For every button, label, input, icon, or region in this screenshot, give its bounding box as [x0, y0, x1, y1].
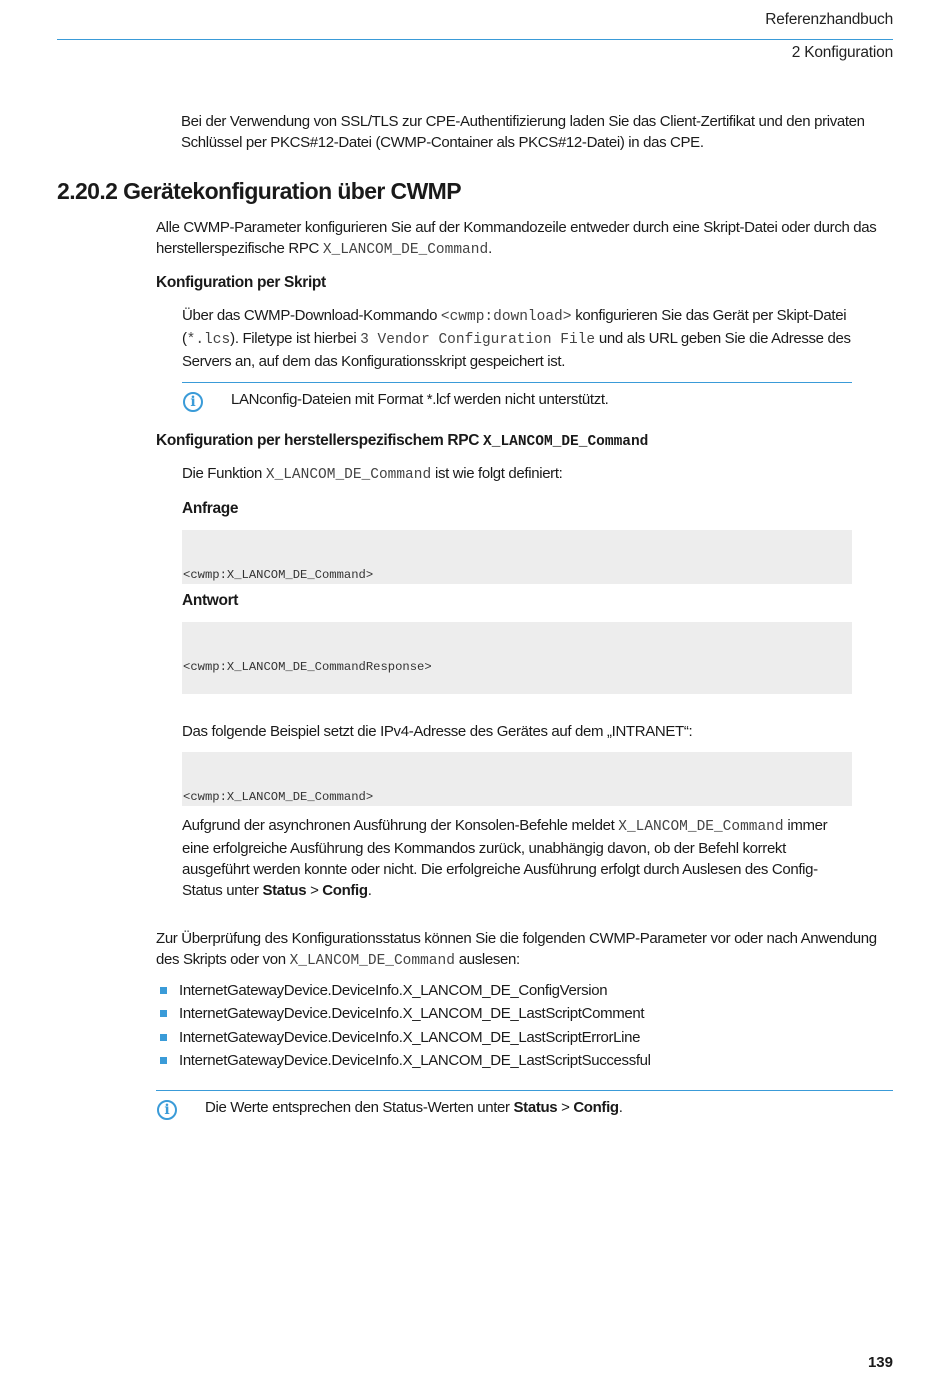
list-item: [156, 1026, 896, 1049]
running-header-title: Referenzhandbuch: [765, 11, 893, 28]
example-code-block: [182, 752, 852, 806]
list-item-text: InternetGatewayDevice.DeviceInfo.X_LANCOM_DE_ConfigVersion: [179, 982, 608, 999]
script-text-2: konfigurieren Sie das Gerät per Skipt-Datei (: [182, 307, 847, 347]
note-text: Die Werte entsprechen den Status-Werten unter: [205, 1099, 514, 1116]
section-intro: [156, 217, 881, 261]
script-code-lcs: *.lcs: [186, 332, 231, 348]
script-text-3: ). Filetype ist hierbei: [230, 330, 361, 347]
async-end: .: [367, 882, 372, 899]
code-line: <cwmp:X_LANCOM_DE_CommandResponse>: [183, 660, 432, 674]
script-heading: Konfiguration per Skript: [156, 274, 326, 291]
rpc-definition-text: Die Funktion: [182, 465, 266, 482]
check-text: Zur Überprüfung des Konfigurationsstatus können Sie die folgenden CWMP-Parameter vor oder nach Anwendung des Skripts oder von: [156, 930, 877, 968]
async-text-1: Aufgrund der asynchronen Ausführung der Konsolen-Befehle meldet: [182, 817, 619, 834]
note-status-values: [205, 1097, 885, 1118]
bullet-icon: [160, 1034, 167, 1041]
bullet-icon: [160, 1010, 167, 1017]
rpc-heading: [156, 432, 648, 450]
response-code-block: [182, 622, 852, 694]
list-item: [156, 1049, 896, 1072]
response-heading: Antwort: [182, 592, 239, 609]
bullet-icon: [160, 1057, 167, 1064]
check-paragraph: [156, 928, 896, 972]
code-line: <cwmp:X_LANCOM_DE_Command>: [183, 790, 374, 804]
list-item-text: InternetGatewayDevice.DeviceInfo.X_LANCOM_DE_LastScriptErrorLine: [179, 1028, 641, 1046]
example-intro: Das folgende Beispiel setzt die IPv4-Adresse des Gerätes auf dem „INTRANET“:: [182, 723, 693, 740]
async-paragraph: [182, 815, 854, 901]
note-rule: [156, 1090, 893, 1091]
info-icon: i: [157, 1100, 177, 1120]
menu-path-separator: >: [306, 882, 323, 899]
note-rule: [182, 382, 852, 383]
script-code-filetype: 3 Vendor Configuration File: [360, 332, 596, 348]
section-title: 2.20.2 Gerätekonfiguration über CWMP: [57, 178, 461, 204]
async-text-2: immer eine erfolgreiche Ausführung des Kommandos zurück, unabhängig davon, ob der Befehl korrekt ausgeführt werden konnte oder nicht. Die erfolgreiche Ausführung erfolgt durch Auslesen des Config-Status unter: [182, 817, 828, 899]
intro-paragraph: Bei der Verwendung von SSL/TLS zur CPE-Authentifizierung laden Sie das Client-Zertifikat und den privaten Schlüssel per PKCS#12-Datei (CWMP-Container als PKCS#12-Datei) in das CPE.: [181, 113, 865, 151]
request-code-block: [182, 530, 852, 584]
menu-path-config: Config: [573, 1099, 619, 1116]
menu-path-status: Status: [262, 882, 307, 899]
list-item-text: InternetGatewayDevice.DeviceInfo.X_LANCOM_DE_LastScriptComment: [179, 1005, 645, 1023]
rpc-definition-code: X_LANCOM_DE_Command: [265, 467, 432, 483]
rpc-heading-code: X_LANCOM_DE_Command: [483, 434, 649, 450]
section-intro-code: X_LANCOM_DE_Command: [322, 242, 489, 258]
script-text-1: Über das CWMP-Download-Kommando: [182, 307, 441, 324]
menu-path-separator: >: [557, 1099, 574, 1116]
script-paragraph: [182, 305, 857, 372]
section-intro-end: .: [488, 240, 492, 257]
header-rule: [57, 39, 893, 40]
rpc-heading-text: Konfiguration per herstellerspezifischem RPC: [156, 432, 484, 449]
async-code: X_LANCOM_DE_Command: [618, 819, 784, 835]
info-icon: i: [183, 392, 203, 412]
bullet-icon: [160, 987, 167, 994]
script-code-download: <cwmp:download>: [440, 309, 572, 325]
rpc-definition-end: ist wie folgt definiert:: [431, 465, 563, 482]
rpc-definition: [182, 463, 852, 486]
menu-path-status: Status: [513, 1099, 558, 1116]
menu-path-config: Config: [322, 882, 368, 899]
script-text-4: und als URL geben Sie die Adresse des Servers an, auf dem das Konfigurationsskript gespeichert ist.: [182, 330, 851, 370]
code-line: <cwmp:X_LANCOM_DE_Command>: [183, 568, 374, 582]
request-heading: Anfrage: [182, 500, 239, 517]
check-code: X_LANCOM_DE_Command: [289, 953, 455, 969]
list-item: [156, 979, 896, 1002]
parameter-list: [156, 979, 896, 1072]
list-item: [156, 1002, 896, 1025]
section-intro-text: Alle CWMP-Parameter konfigurieren Sie auf der Kommandozeile entweder durch eine Skript-Datei oder durch das herstellerspezifische RPC: [156, 219, 877, 257]
note-lcf: LANconfig-Dateien mit Format *.lcf werden nicht unterstützt.: [231, 391, 609, 408]
check-text-end: auslesen:: [454, 951, 520, 968]
running-header-chapter: 2 Konfiguration: [791, 44, 893, 61]
list-item-text: InternetGatewayDevice.DeviceInfo.X_LANCOM_DE_LastScriptSuccessful: [179, 1051, 651, 1069]
page-number: 139: [867, 1354, 893, 1371]
note-end: .: [618, 1099, 623, 1116]
